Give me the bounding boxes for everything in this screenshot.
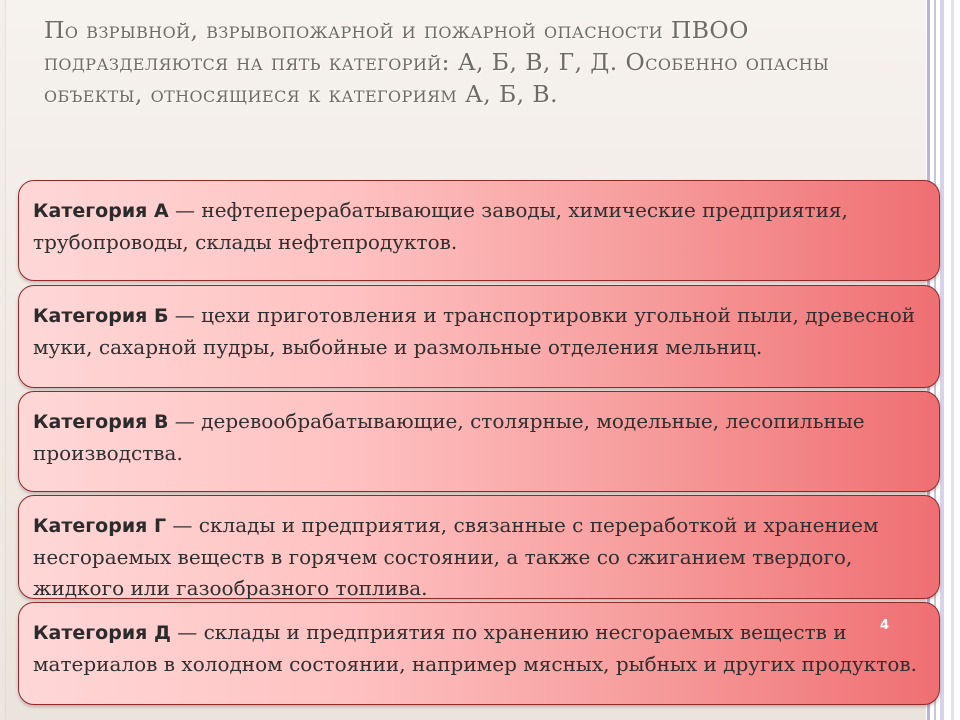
page-number: 4	[880, 618, 890, 633]
category-description: — цехи приготовления и транспортировки угольной пыли, древесной муки, сахарной пудры, выбойные и размольные отделения мельниц.	[33, 303, 916, 359]
category-label: Категория Д	[33, 622, 171, 644]
category-label: Категория А	[33, 200, 169, 222]
slide-title: По взрывной, взрывопожарной и пожарной опасности ПВОО подразделяются на пять категорий: А, Б, В, Г, Д. Особенно опасны объекты, относящиеся к категориям А, Б, В.	[44, 16, 838, 108]
category-card-g	[18, 495, 940, 599]
category-card-b	[18, 285, 940, 388]
category-card-d	[18, 602, 940, 705]
category-description: — деревообрабатывающие, столярные, модельные, лесопильные производства.	[33, 409, 865, 465]
category-card-a	[18, 180, 940, 281]
rail-line	[940, 0, 944, 720]
category-label: Категория В	[33, 411, 169, 433]
category-label: Категория Б	[33, 305, 169, 327]
rail-line	[951, 0, 954, 720]
category-description: — нефтеперерабатывающие заводы, химические предприятия, трубопроводы, склады нефтепродуктов.	[33, 198, 848, 254]
category-description: — склады и предприятия по хранению несгораемых веществ и материалов в холодном состоянии, например мясных, рыбных и других продуктов.	[33, 620, 917, 676]
category-label: Категория Г	[33, 515, 167, 537]
category-card-v	[18, 391, 940, 492]
category-description: — склады и предприятия, связанные с переработкой и хранением несгораемых веществ в горячем состоянии, а также со сжиганием твердого, жидкого или газообразного топлива.	[33, 513, 879, 600]
